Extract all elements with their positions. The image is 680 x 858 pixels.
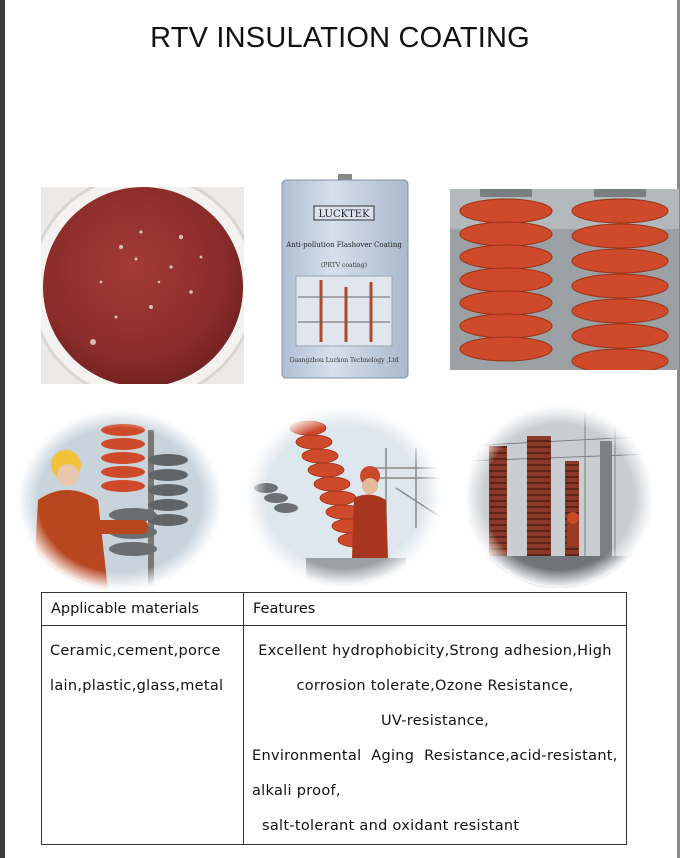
prtv-coating-can-photo [276,172,413,380]
features-line-1: Excellent hydrophobicity,Strong adhesion,High [258,643,612,659]
worker-coating-insulator-photo [18,410,223,590]
page-title: RTV INSULATION COATING [150,22,530,54]
features-line-6: salt-tolerant and oxidant resistant [262,818,520,834]
features-line-5: alkali proof, [252,783,341,799]
page-edge-left [0,0,5,858]
red-coating-bucket-photo [41,187,244,384]
substation-insulators-photo [465,406,654,589]
can-label-line1: Anti-pollution Flashover Coating [286,241,402,249]
can-brand: LUCKTEK [318,209,370,220]
spec-table [41,592,627,845]
features-line-4: Environmental Aging Resistance,acid-resistant, [252,748,618,764]
materials-line-2: lain,plastic,glass,metal [50,678,224,694]
header-materials: Applicable materials [42,593,244,626]
features-cell [244,626,627,845]
header-features: Features [244,593,627,626]
features-line-3: UV-resistance, [380,713,490,729]
features-line-2: corrosion tolerate,Ozone Resistance, [296,678,574,694]
coated-insulators-photo [450,189,679,370]
can-footer: Guangzhou Luckon Technology ,Ltd [289,357,399,364]
materials-line-1: Ceramic,cement,porce [50,643,221,659]
materials-cell [42,626,244,845]
worker-spraying-insulator-photo [246,408,442,586]
can-label-line2: (PRTV coating) [321,262,367,269]
table-row [42,626,627,845]
table-header-row [42,593,627,626]
